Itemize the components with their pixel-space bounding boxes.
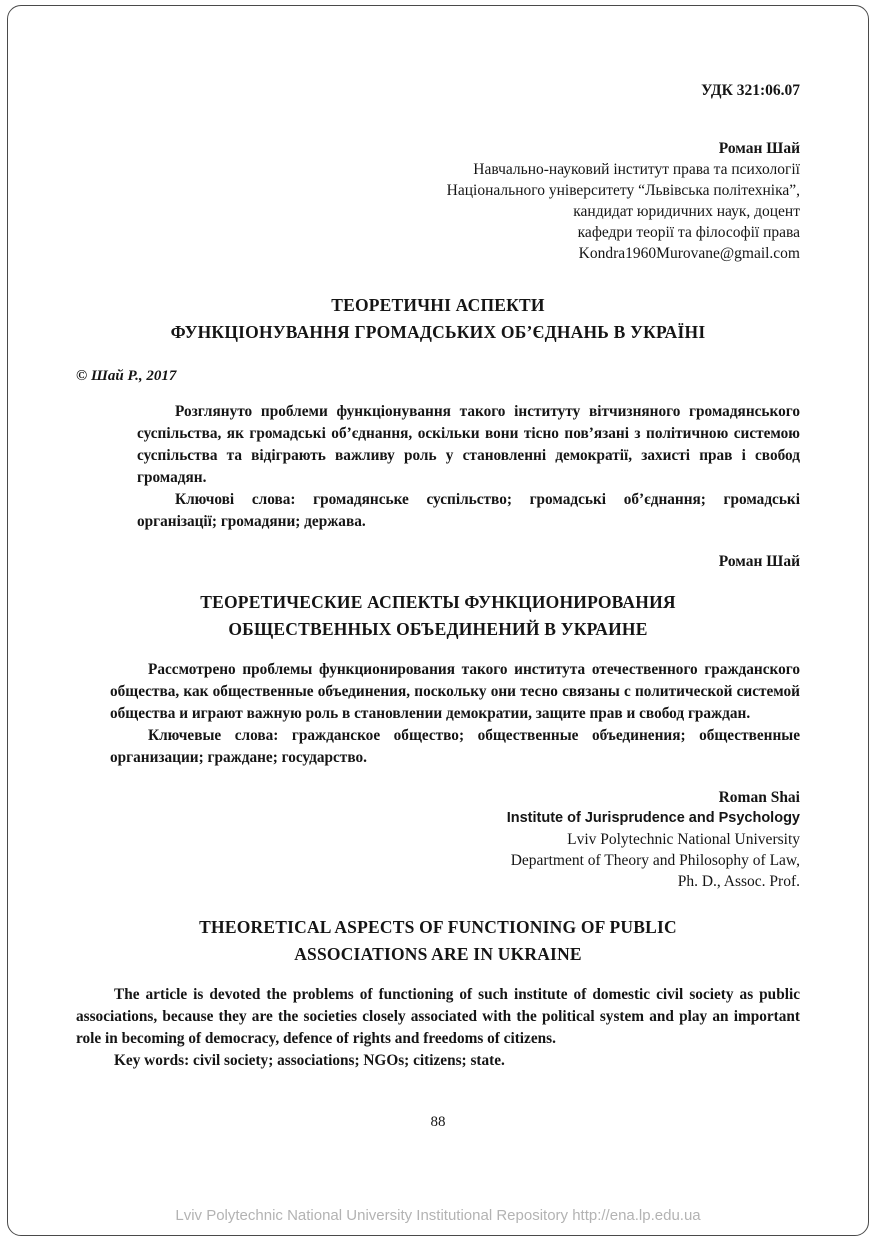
affiliation-line-2: Національного університету “Львівська політехніка”,: [446, 182, 800, 199]
copyright-line: © Шай Р., 2017: [76, 368, 177, 384]
keywords-ru: Ключевые слова: гражданское общество; общественные объединения; общественные организации; граждане; государство.: [110, 727, 800, 766]
title-ru: [76, 589, 800, 643]
author-block-en: [76, 787, 800, 892]
abstract-en: [76, 984, 800, 1072]
title-ru-line-1: ТЕОРЕТИЧЕСКИЕ АСПЕКТЫ ФУНКЦИОНИРОВАНИЯ: [200, 592, 676, 612]
byline-ru: Роман Шай: [718, 553, 800, 570]
affiliation-en-line-4: Ph. D., Assoc. Prof.: [677, 873, 800, 890]
abstract-ua-text: Розглянуто проблеми функціонування такого інституту вітчизняного громадянського суспільства, як громадські об’єднання, оскільки вони тісно пов’язані з політичною системою суспільства та відіграють важливу роль у становленні демократії, захисті прав і свобод громадян.: [137, 403, 800, 486]
author-name-ua: Роман Шай: [718, 140, 800, 157]
abstract-ua: [137, 401, 800, 533]
author-block-ua: [76, 138, 800, 264]
repository-footer: Lviv Polytechnic National University Institutional Repository http://ena.lp.edu.ua: [175, 1207, 701, 1224]
abstract-ru-text: Рассмотрено проблемы функционирования такого института отечественного гражданского общества, как общественные объединения, поскольку они тесно связаны с политической системой общества и играют важную роль в становлении демократии, защите прав и свобод граждан.: [110, 661, 800, 722]
title-ua-line-2: ФУНКЦІОНУВАННЯ ГРОМАДСЬКИХ ОБ’ЄДНАНЬ В УКРАЇНІ: [170, 322, 706, 342]
title-ua-line-1: ТЕОРЕТИЧНІ АСПЕКТИ: [331, 295, 545, 315]
title-en-line-1: THEORETICAL ASPECTS OF FUNCTIONING OF PUBLIC: [199, 917, 677, 937]
keywords-ua: Ключові слова: громадянське суспільство; громадські об’єднання; громадські організації; громадяни; держава.: [137, 491, 800, 530]
title-ru-line-2: ОБЩЕСТВЕННЫХ ОБЪЕДИНЕНИЙ В УКРАИНЕ: [228, 619, 648, 639]
affiliation-en-line-1: Institute of Jurisprudence and Psychology: [506, 810, 800, 826]
title-en: [76, 914, 800, 968]
affiliation-line-1: Навчально-науковий інститут права та психології: [473, 161, 800, 178]
affiliation-en-line-3: Department of Theory and Philosophy of Law,: [510, 852, 800, 869]
title-ua: [76, 292, 800, 346]
affiliation-line-3: кандидат юридичних наук, доцент: [573, 203, 800, 220]
affiliation-en-line-2: Lviv Polytechnic National University: [567, 831, 800, 848]
title-en-line-2: ASSOCIATIONS ARE IN UKRAINE: [294, 944, 582, 964]
abstract-ru: [110, 659, 800, 769]
udc-code: УДК 321:06.07: [701, 82, 800, 99]
affiliation-line-4: кафедри теорії та філософії права: [577, 224, 800, 241]
author-email: Kondra1960Murovane@gmail.com: [578, 245, 800, 262]
page-number: 88: [430, 1114, 446, 1130]
keywords-en: Key words: civil society; associations; NGOs; citizens; state.: [114, 1052, 505, 1069]
author-name-en: Roman Shai: [718, 789, 800, 806]
abstract-en-text: The article is devoted the problems of functioning of such institute of domestic civil society as public associations, because they are the societies closely associated with the political system and play an important role in becoming of democracy, defence of rights and freedoms of citizens.: [76, 986, 800, 1047]
